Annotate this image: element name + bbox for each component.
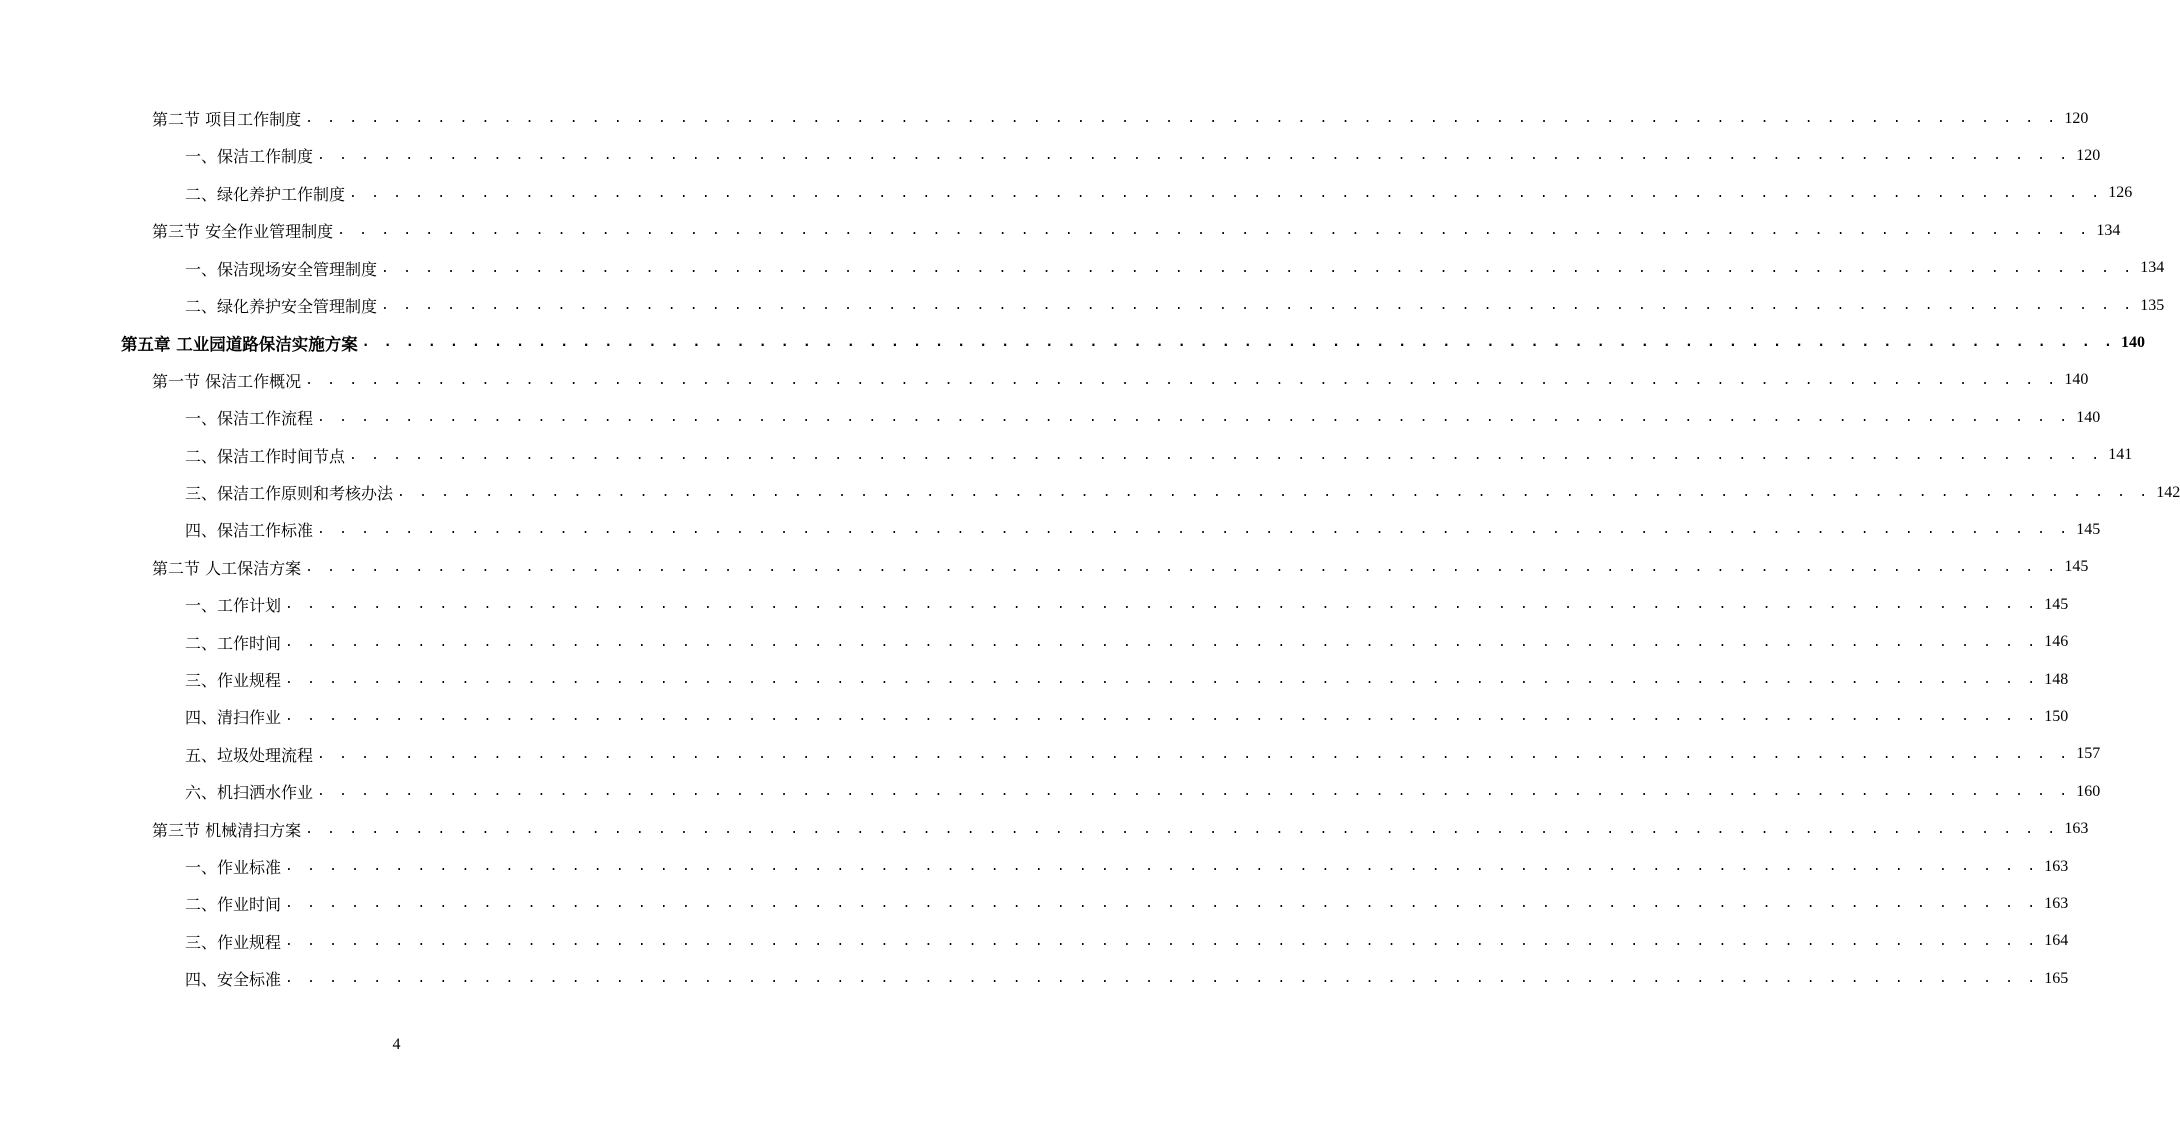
toc-entry-item[interactable] [185,287,2165,324]
toc-entry-page: 140 [2121,333,2145,351]
toc-entry-page: 120 [2064,109,2089,127]
toc-entry-title: 一、保洁工作制度 [185,147,314,167]
toc-entry-title: 六、机扫洒水作业 [185,783,314,803]
dot-leader: . . . . . . . . . . . . . . . . . . . . . . . . . . . . . . . . . . . . . . . . . . . . . . . . . . . . . . . . . . . . . . . . . . . . . . . . . . . . . . . . [317,746,2071,762]
dot-leader: . . . . . . . . . . . . . . . . . . . . . . . . . . . . . . . . . . . . . . . . . . . . . . . . . . . . . . . . . . . . . . . . . . . . . . . . . . . . . . . . [305,559,2059,575]
toc-entry-item[interactable] [185,586,2069,623]
toc-entry-item[interactable] [185,399,2101,436]
toc-entry-title: 第一节 保洁工作概况 [152,371,302,391]
toc-entry-title: 二、绿化养护安全管理制度 [185,297,378,316]
toc-entry-item[interactable] [185,885,2069,922]
toc-entry-page: 135 [2140,296,2165,314]
toc-entry-title: 五、垃圾处理流程 [185,745,314,765]
dot-leader: . . . . . . . . . . . . . . . . . . . . . . . . . . . . . . . . . . . . . . . . . . . . . . . . . . . . . . . . . . . . . . . . . . . . . . . . . . . . . . . . [317,410,2071,426]
toc-entry-section[interactable] [152,362,2089,399]
dot-leader: . . . . . . . . . . . . . . . . . . . . . . . . . . . . . . . . . . . . . . . . . . . . . . . . . . . . . . . . . . . . . . . . . . . . . . . . . . . . . . . . [349,447,2103,463]
toc-entry-page: 120 [2076,146,2101,164]
dot-leader: . . . . . . . . . . . . . . . . . . . . . . . . . . . . . . . . . . . . . . . . . . . . . . . . . . . . . . . . . . . . . . . . . . . . . . . . . . . . . . . . [285,859,2039,874]
toc-entry-page: 134 [2140,259,2165,277]
dot-leader: . . . . . . . . . . . . . . . . . . . . . . . . . . . . . . . . . . . . . . . . . . . . . . . . . . . . . . . . . . . . . . . . . . . . . . . . . . . . . . . . [381,260,2135,276]
toc-entry-item[interactable] [185,511,2101,548]
toc-entry-title: 二、绿化养护工作制度 [185,184,346,204]
toc-entry-title: 二、保洁工作时间节点 [185,446,346,466]
toc-entry-item[interactable] [185,848,2069,885]
toc-entry-section[interactable] [152,100,2089,137]
dot-leader: . . . . . . . . . . . . . . . . . . . . . . . . . . . . . . . . . . . . . . . . . . . . . . . . . . . . . . . . . . . . . . . . . . . . . . . . . . . . . . . . [285,971,2039,987]
toc-entry-page: 140 [2064,371,2089,389]
toc-entry-title: 一、工作计划 [185,596,282,616]
toc-entry-title: 二、工作时间 [185,633,282,653]
toc-entry-title: 第二节 项目工作制度 [152,110,302,129]
toc-entry-page: 163 [2044,857,2069,875]
toc-entry-title: 第三节 机械清扫方案 [152,820,302,840]
page-number: 4 [392,1036,401,1053]
dot-leader: . . . . . . . . . . . . . . . . . . . . . . . . . . . . . . . . . . . . . . . . . . . . . . . . . . . . . . . . . . . . . . . . . . . . . . . . . . . . . . . . [397,485,2151,500]
toc-entry-title: 二、作业时间 [185,895,282,915]
dot-leader: . . . . . . . . . . . . . . . . . . . . . . . . . . . . . . . . . . . . . . . . . . . . . . . . . . . . . . . . . . . . . . . . . . . . . . . . . . . . . . . . [317,522,2071,538]
toc-entry-title: 一、保洁现场安全管理制度 [185,259,378,279]
dot-leader: . . . . . . . . . . . . . . . . . . . . . . . . . . . . . . . . . . . . . . . . . . . . . . . . . . . . . . . . . . . . . . . . . . . . . . . . . . . . . . . . [285,672,2039,687]
toc-entry-item[interactable] [185,661,2069,698]
toc-entry-page: 145 [2044,595,2069,613]
dot-leader: . . . . . . . . . . . . . . . . . . . . . . . . . . . . . . . . . . . . . . . . . . . . . . . . . . . . . . . . . . . . . . . . . . . . . . . . . . . . . . . . [305,821,2059,837]
toc-entry-page: 148 [2044,670,2069,688]
toc-entry-title: 一、保洁工作流程 [185,409,314,429]
toc-entry-page: 157 [2076,745,2101,763]
dot-leader: . . . . . . . . . . . . . . . . . . . . . . . . . . . . . . . . . . . . . . . . . . . . . . . . . . . . . . . . . . . . . . . . . . . . . . . . . . . . . . . . [337,223,2091,239]
dot-leader: . . . . . . . . . . . . . . . . . . . . . . . . . . . . . . . . . . . . . . . . . . . . . . . . . . . . . . . . . . . . . . . . . . . . . . . . . . . . . . . . [317,784,2071,800]
toc-entry-title: 一、作业标准 [185,858,282,877]
toc-entry-page: 150 [2044,707,2069,725]
toc-entry-item[interactable] [185,773,2101,810]
dot-leader: . . . . . . . . . . . . . . . . . . . . . . . . . . . . . . . . . . . . . . . . . . . . . . . . . . . . . . . . . . . . . . . . . . . . . . . . . . . . . . . . [381,298,2135,313]
toc-entry-title: 四、安全标准 [185,970,282,990]
toc-entry-item[interactable] [185,736,2101,773]
toc-entry-item[interactable] [185,960,2069,997]
toc-entry-title: 三、作业规程 [185,671,282,690]
dot-leader: . . . . . . . . . . . . . . . . . . . . . . . . . . . . . . . . . . . . . . . . . . . . . . . . . . . . . . . . . . . . . . . . . . . . . . . . . . . . . . . . [305,111,2059,126]
toc-entry-title: 三、作业规程 [185,932,282,952]
toc-entry-item[interactable] [185,175,2133,212]
toc-entry-page: 141 [2108,446,2133,464]
toc-entry-page: 126 [2108,184,2133,202]
toc-entry-section[interactable] [152,549,2089,586]
dot-leader: . . . . . . . . . . . . . . . . . . . . . . . . . . . . . . . . . . . . . . . . . . . . . . . . . . . . . . . . . . . . . . . . . . . . . . . . . . . . . . . . [317,148,2071,164]
toc-entry-page: 145 [2064,558,2089,576]
dot-leader: . . . . . . . . . . . . . . . . . . . . . . . . . . . . . . . . . . . . . . . . . . . . . . . . . . . . . . . . . . . . . . . . . . . . . . . . . . . . . . . . [285,634,2039,650]
toc-entry-title: 四、保洁工作标准 [185,521,314,541]
toc-entry-chapter[interactable] [121,324,2145,361]
dot-leader: . . . . . . . . . . . . . . . . . . . . . . . . . . . . . . . . . . . . . . . . . . . . . . . . . . . . . . . . . . . . . . . . . . . . . . . . . . . . . . . . [285,896,2039,912]
toc-entry-title: 三、保洁工作原则和考核办法 [185,484,394,503]
toc-entry-item[interactable] [185,624,2069,661]
dot-leader: . . . . . . . . . . . . . . . . . . . . . . . . . . . . . . . . . . . . . . . . . . . . . . . . . . . . . . . . . . . . . . . . . . . . . . . . . . . . . . . . [285,933,2039,949]
toc-entry-item[interactable] [185,474,2180,511]
toc-entry-page: 146 [2044,633,2069,651]
toc-entry-item[interactable] [185,923,2069,960]
toc-entry-item[interactable] [185,437,2133,474]
dot-leader: . . . . . . . . . . . . . . . . . . . . . . . . . . . . . . . . . . . . . . . . . . . . . . . . . . . . . . . . . . . . . . . . . . . . . . . . . . . . . . . . [285,597,2039,613]
dot-leader: . . . . . . . . . . . . . . . . . . . . . . . . . . . . . . . . . . . . . . . . . . . . . . . . . . . . . . . . . . . . . . . . . . . . . . . . . . . . . . . . [361,335,2115,351]
dot-leader: . . . . . . . . . . . . . . . . . . . . . . . . . . . . . . . . . . . . . . . . . . . . . . . . . . . . . . . . . . . . . . . . . . . . . . . . . . . . . . . . [305,372,2059,388]
toc-entry-page: 160 [2076,782,2101,800]
toc-entry-item[interactable] [185,137,2101,174]
dot-leader: . . . . . . . . . . . . . . . . . . . . . . . . . . . . . . . . . . . . . . . . . . . . . . . . . . . . . . . . . . . . . . . . . . . . . . . . . . . . . . . . [349,185,2103,201]
toc-entry-page: 163 [2044,894,2069,912]
dot-leader: . . . . . . . . . . . . . . . . . . . . . . . . . . . . . . . . . . . . . . . . . . . . . . . . . . . . . . . . . . . . . . . . . . . . . . . . . . . . . . . . [285,709,2039,725]
toc-entry-section[interactable] [152,811,2089,848]
toc-entry-title: 第二节 人工保洁方案 [152,558,302,578]
toc-entry-item[interactable] [185,698,2069,735]
toc-entry-title: 四、清扫作业 [185,708,282,728]
toc-entry-page: 140 [2076,408,2101,426]
toc-entry-item[interactable] [185,250,2165,287]
toc-entry-page: 165 [2044,969,2069,987]
toc-entry-title: 第三节 安全作业管理制度 [152,222,334,242]
toc-entry-page: 134 [2096,221,2121,239]
toc-entry-page: 145 [2076,520,2101,538]
toc-entry-page: 164 [2044,932,2069,950]
toc-entry-section[interactable] [152,212,2121,249]
toc-entry-page: 163 [2064,820,2089,838]
toc-entry-title: 第五章 工业园道路保洁实施方案 [121,334,358,354]
toc-entry-page: 142 [2156,483,2180,501]
